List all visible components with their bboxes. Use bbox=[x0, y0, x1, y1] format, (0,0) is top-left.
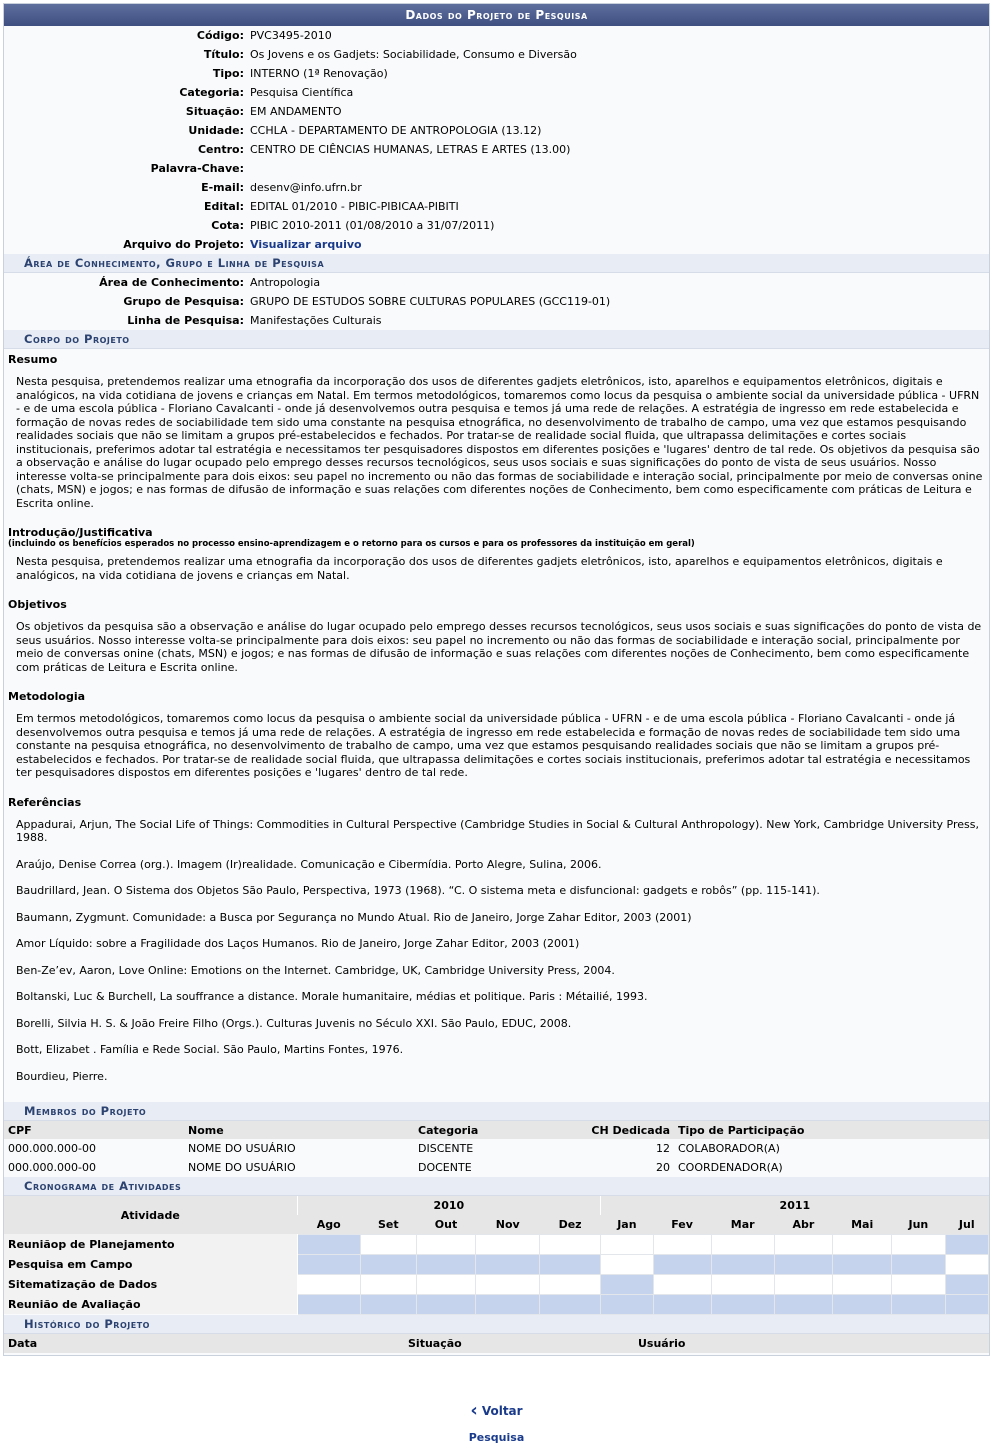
schedule-cell-active bbox=[945, 1234, 988, 1254]
members-column-header: Tipo de Participação bbox=[674, 1121, 989, 1139]
info-label: Arquivo do Projeto: bbox=[123, 238, 244, 251]
activity-name: Pesquisa em Campo bbox=[4, 1254, 297, 1274]
schedule-cell-active bbox=[601, 1294, 653, 1314]
table-row bbox=[4, 1139, 989, 1158]
members-cell: DOCENTE bbox=[418, 1161, 472, 1174]
introducao-note: (incluindo os benefícios esperados no processo ensino-aprendizagem e o retorno para os cursos e para os professores da instituição em geral) bbox=[8, 539, 695, 549]
reference-item: Amor Líquido: sobre a Fragilidade dos Laços Humanos. Rio de Janeiro, Jorge Zahar Editor, 2003 (2001) bbox=[16, 937, 580, 950]
members-cell: COLABORADOR(A) bbox=[678, 1142, 780, 1155]
schedule-cell bbox=[945, 1254, 988, 1274]
reference-item: Araújo, Denise Correa (org.). Imagem (Ir)realidade. Comunicação e Cibermídia. Porto Alegre, Sulina, 2006. bbox=[16, 857, 602, 871]
info-row bbox=[4, 178, 989, 197]
schedule-cell-active bbox=[539, 1294, 600, 1314]
table-row bbox=[4, 1158, 989, 1177]
schedule-cell-active bbox=[833, 1294, 892, 1314]
schedule-cell bbox=[297, 1274, 361, 1294]
referencias-title: Referências bbox=[8, 795, 82, 809]
month-header: Abr bbox=[774, 1215, 832, 1234]
reference-item: Appadurai, Arjun, The Social Life of Things: Commodities in Cultural Perspective (Cambridge Studies in Social & Cultural Anthropology). New York, Cambridge University Press, 1988. bbox=[16, 817, 979, 844]
month-header: Mai bbox=[833, 1215, 892, 1234]
schedule-cell bbox=[601, 1234, 653, 1254]
info-value: GRUPO DE ESTUDOS SOBRE CULTURAS POPULARES (GCC119-01) bbox=[250, 295, 611, 308]
table-row bbox=[4, 1294, 989, 1314]
info-row bbox=[4, 216, 989, 235]
info-label: Cota: bbox=[211, 219, 244, 232]
year-header: 2011 bbox=[601, 1196, 989, 1215]
schedule-cell bbox=[416, 1234, 476, 1254]
activity-name: Reunião de Avaliação bbox=[4, 1294, 297, 1314]
history-table bbox=[4, 1334, 989, 1353]
info-row bbox=[4, 121, 989, 140]
year-header: 2010 bbox=[297, 1196, 601, 1215]
area-list bbox=[4, 273, 989, 330]
schedule-cell-active bbox=[711, 1294, 774, 1314]
info-label: Situação: bbox=[185, 105, 244, 118]
introducao-text: Nesta pesquisa, pretendemos realizar uma etnografia da incorporação dos usos de diferentes gadjets eletrônicos, isto, aparelhos e equipamentos eletrônicos, digitais e analógicos, na vida cotidiana de jovens e crianças em Natal. bbox=[16, 555, 943, 582]
members-cell: 20 bbox=[656, 1161, 670, 1174]
reference-item: Bourdieu, Pierre. bbox=[16, 1069, 108, 1083]
members-column-header: Nome bbox=[184, 1121, 414, 1139]
info-label: Categoria: bbox=[179, 86, 244, 99]
table-row bbox=[4, 1234, 989, 1254]
info-value: INTERNO (1ª Renovação) bbox=[250, 67, 388, 80]
view-file-link[interactable]: Visualizar arquivo bbox=[250, 238, 362, 251]
schedule-cell-active bbox=[774, 1294, 832, 1314]
month-header: Nov bbox=[476, 1215, 540, 1234]
schedule-cell-active bbox=[361, 1254, 417, 1274]
info-row bbox=[4, 197, 989, 216]
cronograma-section-header: Cronograma de Atividades bbox=[4, 1177, 989, 1196]
project-body bbox=[4, 349, 989, 1102]
info-label: Tipo: bbox=[212, 67, 244, 80]
schedule-cell-active bbox=[774, 1254, 832, 1274]
month-header: Dez bbox=[539, 1215, 600, 1234]
schedule-cell bbox=[539, 1234, 600, 1254]
resumo-text: Nesta pesquisa, pretendemos realizar uma etnografia da incorporação dos usos de diferentes gadjets eletrônicos, isto, aparelhos e equipamentos eletrônicos, digitais e analógicos, na vida cotidiana de jovens e crianças em Natal. Em termos metodológicos, tomaremos como locus da pesquisa o ambiente social da universidade pública - UFRN - e de uma escola pública - Floriano Cavalcanti - onde já desenvolvemos outra pesquisa e temos já uma rede de relações. A estratégia de ingresso em rede estabelecida e formação de novas redes de sociabilidade tem sido uma constante na pesquisa etnográfica, no desenvolvimento de trabalho de campo, uma vez que estamos pesquisando realidades sociais que não se limitam a grupos pré-estabelecidos e fechados. Por tratar-se de realidade social fluida, que ultrapassa delimitações e cortes sociais institucionais, preferimos adotar tal estratégia e necessitamos ter pesquisadores dispostos em diferentes posições e 'lugares' dentro de tal rede. Os objetivos da pesquisa são a observação e análise do lugar ocupado pelo emprego desses recursos tecnológicos, seus usos sociais e suas significações do ponto de vista de seus usuários. Nosso interesse volta-se principalmente para dois eixos: seu papel no incremento ou não das formas de sociabilidade e interação social, principalmente por meio de conversas onine (chats, MSN) e jogos; e nas formas de difusão de informação e suas relações com diferentes noções de Conhecimento, bem como especificamente com práticas de Leitura e Escrita online. bbox=[16, 375, 983, 510]
info-list bbox=[4, 26, 989, 235]
info-row bbox=[4, 140, 989, 159]
info-value: EDITAL 01/2010 - PIBIC-PIBICAA-PIBITI bbox=[250, 200, 459, 213]
month-header: Mar bbox=[711, 1215, 774, 1234]
schedule-cell bbox=[476, 1274, 540, 1294]
info-value: Pesquisa Científica bbox=[250, 86, 354, 99]
reference-item: Baudrillard, Jean. O Sistema dos Objetos São Paulo, Perspectiva, 1973 (1968). “C. O sistema meta e disfuncional: gadgets e robôs” (pp. 115-141). bbox=[16, 884, 820, 897]
project-details-panel bbox=[3, 3, 990, 1356]
schedule-cell-active bbox=[945, 1294, 988, 1314]
objetivos-text: Os objetivos da pesquisa são a observação e análise do lugar ocupado pelo emprego desses recursos tecnológicos, seus usos sociais e suas significações do ponto de vista de seus usuários. Nosso interesse volta-se principalmente para dois eixos: seu papel no incremento ou não das formas de sociabilidade e interação social, principalmente por meio de conversas onine (chats, MSN) e jogos; e nas formas de difusão de informação e suas relações com diferentes noções de Conhecimento, bem como especificamente com práticas de Leitura e Escrita online. bbox=[16, 620, 982, 674]
corpo-section-header: Corpo do Projeto bbox=[4, 330, 989, 349]
schedule-cell bbox=[539, 1274, 600, 1294]
members-column-header: CPF bbox=[4, 1121, 184, 1139]
schedule-cell bbox=[361, 1274, 417, 1294]
history-column-header: Situação bbox=[404, 1334, 634, 1353]
members-cell: DISCENTE bbox=[418, 1142, 474, 1155]
members-column-header: CH Dedicada bbox=[544, 1121, 674, 1139]
schedule-cell-active bbox=[297, 1294, 361, 1314]
schedule-cell-active bbox=[711, 1254, 774, 1274]
info-value: Os Jovens e os Gadjets: Sociabilidade, Consumo e Diversão bbox=[250, 48, 577, 61]
schedule-cell-active bbox=[945, 1274, 988, 1294]
schedule-cell-active bbox=[416, 1254, 476, 1274]
info-label: Título: bbox=[203, 48, 244, 61]
schedule-cell bbox=[833, 1234, 892, 1254]
info-label: Edital: bbox=[203, 200, 244, 213]
schedule-cell-active bbox=[892, 1254, 945, 1274]
info-row bbox=[4, 159, 989, 178]
pesquisa-link[interactable]: Pesquisa bbox=[468, 1431, 525, 1444]
schedule-cell-active bbox=[892, 1294, 945, 1314]
members-column-header: Categoria bbox=[414, 1121, 544, 1139]
area-row bbox=[4, 273, 989, 292]
members-cell: 000.000.000-00 bbox=[8, 1142, 96, 1155]
schedule-cell-active bbox=[539, 1254, 600, 1274]
schedule-cell-active bbox=[476, 1254, 540, 1274]
schedule-cell bbox=[774, 1274, 832, 1294]
month-header: Ago bbox=[297, 1215, 361, 1234]
reference-item: Ben-Ze’ev, Aaron, Love Online: Emotions on the Internet. Cambridge, UK, Cambridge University Press, 2004. bbox=[16, 963, 615, 977]
info-row bbox=[4, 45, 989, 64]
month-header: Out bbox=[416, 1215, 476, 1234]
metodologia-title: Metodologia bbox=[8, 690, 86, 703]
history-column-header: Usuário bbox=[634, 1334, 989, 1353]
members-cell: COORDENADOR(A) bbox=[678, 1161, 783, 1174]
schedule-cell bbox=[361, 1234, 417, 1254]
info-value: Antropologia bbox=[250, 276, 321, 289]
area-section-header: Área de Conhecimento, Grupo e Linha de Pesquisa bbox=[4, 254, 989, 273]
info-value: CENTRO DE CIÊNCIAS HUMANAS, LETRAS E ARTES (13.00) bbox=[250, 143, 571, 156]
reference-item: Borelli, Silvia H. S. & João Freire Filho (Orgs.). Culturas Juvenis no Século XXI. São Paulo, EDUC, 2008. bbox=[16, 1016, 572, 1030]
schedule-cell bbox=[653, 1274, 711, 1294]
schedule-cell-active bbox=[833, 1254, 892, 1274]
area-row bbox=[4, 311, 989, 330]
info-value: PIBIC 2010-2011 (01/08/2010 a 31/07/2011) bbox=[250, 219, 495, 232]
chevron-left-icon: ‹ bbox=[470, 1400, 478, 1421]
back-button[interactable] bbox=[0, 1400, 993, 1421]
info-label: Linha de Pesquisa: bbox=[127, 314, 244, 327]
schedule-cell bbox=[416, 1274, 476, 1294]
schedule-cell-active bbox=[653, 1294, 711, 1314]
info-row bbox=[4, 102, 989, 121]
month-header: Jul bbox=[945, 1215, 988, 1234]
reference-item: Boltanski, Luc & Burchell, La souffrance a distance. Morale humanitaire, médias et politique. Paris : Métailié, 1993. bbox=[16, 990, 648, 1003]
activity-name: Sitematização de Dados bbox=[4, 1274, 297, 1294]
info-label: Centro: bbox=[197, 143, 244, 156]
introducao-title: Introdução/Justificativa bbox=[8, 526, 153, 539]
schedule-cell-active bbox=[361, 1294, 417, 1314]
info-label: Palavra-Chave: bbox=[150, 162, 244, 175]
schedule-cell bbox=[601, 1254, 653, 1274]
schedule-cell-active bbox=[476, 1294, 540, 1314]
info-label: Área de Conhecimento: bbox=[99, 276, 244, 289]
info-value: EM ANDAMENTO bbox=[250, 105, 342, 118]
info-value bbox=[250, 159, 989, 178]
info-label: E-mail: bbox=[201, 181, 244, 194]
reference-item: Baumann, Zygmunt. Comunidade: a Busca por Segurança no Mundo Atual. Rio de Janeiro, Jorge Zahar Editor, 2003 (2001) bbox=[16, 910, 692, 924]
schedule-cell-active bbox=[653, 1254, 711, 1274]
table-row bbox=[4, 1254, 989, 1274]
reference-item: Bott, Elizabet . Família e Rede Social. São Paulo, Martins Fontes, 1976. bbox=[16, 1043, 404, 1056]
schedule-cell-active bbox=[297, 1254, 361, 1274]
schedule-cell bbox=[653, 1234, 711, 1254]
members-cell: NOME DO USUÁRIO bbox=[188, 1161, 296, 1174]
info-value: PVC3495-2010 bbox=[250, 29, 332, 42]
info-label: Grupo de Pesquisa: bbox=[123, 295, 244, 308]
members-cell: NOME DO USUÁRIO bbox=[188, 1142, 296, 1155]
info-label: Código: bbox=[196, 29, 244, 42]
members-table bbox=[4, 1121, 989, 1177]
resumo-title: Resumo bbox=[8, 353, 58, 366]
month-header: Fev bbox=[653, 1215, 711, 1234]
info-value: Manifestações Culturais bbox=[250, 314, 382, 327]
schedule-cell bbox=[892, 1274, 945, 1294]
month-header: Jan bbox=[601, 1215, 653, 1234]
back-label: Voltar bbox=[481, 1404, 523, 1418]
schedule-table bbox=[4, 1196, 989, 1315]
info-row-arquivo bbox=[4, 235, 989, 254]
history-column-header: Data bbox=[4, 1334, 404, 1353]
schedule-cell-active bbox=[297, 1234, 361, 1254]
table-row bbox=[4, 1274, 989, 1294]
month-header: Jun bbox=[892, 1215, 945, 1234]
footer-nav bbox=[0, 1400, 993, 1444]
schedule-cell-active bbox=[416, 1294, 476, 1314]
activity-column-header: Atividade bbox=[4, 1196, 297, 1234]
info-row bbox=[4, 83, 989, 102]
area-row bbox=[4, 292, 989, 311]
activity-name: Reuniãop de Planejamento bbox=[4, 1234, 297, 1254]
schedule-cell-active bbox=[601, 1274, 653, 1294]
info-row bbox=[4, 26, 989, 45]
schedule-cell bbox=[774, 1234, 832, 1254]
historico-section-header: Histórico do Projeto bbox=[4, 1315, 989, 1334]
metodologia-text: Em termos metodológicos, tomaremos como locus da pesquisa o ambiente social da universidade pública - UFRN - e de uma escola pública - Floriano Cavalcanti - onde já desenvolvemos outra pesquisa e temos já uma rede de relações. A estratégia de ingresso em rede estabelecida e formação de novas redes de sociabilidade tem sido uma constante na pesquisa etnográfica, no desenvolvimento de trabalho de campo, uma vez que estamos pesquisando realidades sociais que não se limitam a grupos pré-estabelecidos e fechados. Por tratar-se de realidade social fluida, que ultrapassa delimitações e cortes sociais institucionais, preferimos adotar tal estratégia e necessitamos ter pesquisadores dispostos em diferentes posições e 'lugares' dentro de tal rede. bbox=[16, 712, 971, 779]
schedule-cell bbox=[892, 1234, 945, 1254]
membros-section-header: Membros do Projeto bbox=[4, 1102, 989, 1121]
info-value: desenv@info.ufrn.br bbox=[250, 181, 362, 194]
month-header: Set bbox=[361, 1215, 417, 1234]
schedule-cell bbox=[711, 1234, 774, 1254]
members-cell: 12 bbox=[656, 1142, 670, 1155]
schedule-cell bbox=[476, 1234, 540, 1254]
info-row bbox=[4, 64, 989, 83]
references-list bbox=[8, 818, 985, 1084]
info-label: Unidade: bbox=[188, 124, 244, 137]
info-value: CCHLA - DEPARTAMENTO DE ANTROPOLOGIA (13.12) bbox=[250, 124, 542, 137]
members-cell: 000.000.000-00 bbox=[8, 1161, 96, 1174]
schedule-cell bbox=[833, 1274, 892, 1294]
objetivos-title: Objetivos bbox=[8, 598, 67, 611]
schedule-cell bbox=[711, 1274, 774, 1294]
page-title: Dados do Projeto de Pesquisa bbox=[4, 4, 989, 26]
